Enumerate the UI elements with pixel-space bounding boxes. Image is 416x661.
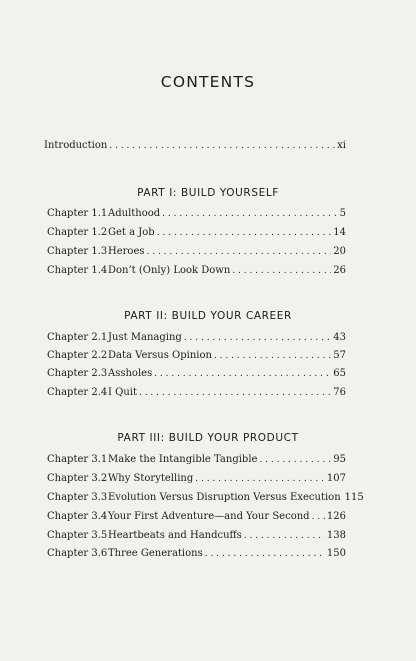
toc-entry-label: Your First Adventure—and Your Second [108,511,310,522]
toc-page-number: 150 [326,548,346,559]
toc-page-number: 65 [333,368,346,379]
chapter-number: Chapter 2.2 [47,350,108,361]
toc-entry[interactable] [0,453,416,467]
toc-entry-label: Get a Job [108,227,155,238]
toc-entry-label: Introduction [44,140,108,151]
toc-entry-introduction[interactable] [0,139,416,153]
toc-page-number: 26 [333,265,346,276]
toc-entry[interactable] [0,331,416,345]
dot-leader [244,529,325,543]
toc-entry-line [108,349,346,363]
toc-entry-line [108,529,346,543]
toc-entry-line [108,207,346,221]
toc-entry-label: Why Storytelling [108,473,194,484]
dot-leader [139,386,331,400]
toc-page-number: 20 [333,246,346,257]
toc-page-number: 95 [333,454,346,465]
chapter-number: Chapter 3.3 [47,492,108,503]
toc-entry[interactable] [0,226,416,240]
toc-entry-line [108,547,346,561]
toc-entry[interactable] [0,510,416,524]
toc-page-number: 76 [333,387,346,398]
chapter-number: Chapter 3.2 [47,473,108,484]
toc-entry-label: Three Generations [108,548,203,559]
dot-leader [162,207,337,221]
part-heading: PART III: BUILD YOUR PRODUCT [117,432,299,444]
toc-entry-line [108,510,346,524]
toc-entry-label: Don’t (Only) Look Down [108,265,231,276]
toc-entry-line [108,491,364,505]
dot-leader [205,547,325,561]
toc-page-number: 57 [333,350,346,361]
dot-leader [184,331,331,345]
toc-page-number: 138 [326,530,346,541]
toc-entry[interactable] [0,547,416,561]
toc-entry-label: Assholes [108,368,153,379]
toc-entry-label: Just Managing [108,332,182,343]
toc-entry-line [108,245,346,259]
dot-leader [232,264,331,278]
toc-entry[interactable] [0,245,416,259]
toc-entry-line [108,331,346,345]
toc-entry-line [108,226,346,240]
toc-entry-line [108,472,346,486]
chapter-number: Chapter 1.3 [47,246,108,257]
dot-leader [154,367,331,381]
chapter-number: Chapter 1.4 [47,265,108,276]
part-heading: PART II: BUILD YOUR CAREER [124,310,292,322]
toc-entry-label: Evolution Versus Disruption Versus Execution [108,492,341,503]
chapter-number: Chapter 1.2 [47,227,108,238]
toc-entry-label: Data Versus Opinion [108,350,212,361]
chapter-number: Chapter 3.4 [47,511,108,522]
part-heading: PART I: BUILD YOURSELF [137,187,279,199]
toc-page-number: 14 [333,227,346,238]
dot-leader [147,245,332,259]
toc-entry-label: I Quit [108,387,137,398]
chapter-number: Chapter 1.1 [47,208,108,219]
chapter-number: Chapter 3.1 [47,454,108,465]
toc-entry-line [108,453,346,467]
chapter-number: Chapter 3.6 [47,548,108,559]
chapter-number: Chapter 3.5 [47,530,108,541]
chapter-number: Chapter 2.3 [47,368,108,379]
toc-entry[interactable] [0,264,416,278]
toc-entry-label: Heartbeats and Handcuffs [108,530,242,541]
toc-page-number: 5 [339,208,346,219]
toc-entry[interactable] [0,207,416,221]
chapter-number: Chapter 2.4 [47,387,108,398]
toc-entry-line [108,264,346,278]
toc-page-number: 126 [326,511,346,522]
toc-entry-line [108,367,346,381]
toc-entry[interactable] [0,349,416,363]
toc-page-number: 115 [344,492,364,503]
toc-entry[interactable] [0,491,416,505]
toc-entry-label: Adulthood [108,208,161,219]
toc-page-number: 107 [326,473,346,484]
toc-entry[interactable] [0,386,416,400]
dot-leader [259,453,331,467]
toc-entry[interactable] [0,529,416,543]
toc-page-number: 43 [333,332,346,343]
chapter-number: Chapter 2.1 [47,332,108,343]
toc-entry-label: Make the Intangible Tangible [108,454,258,465]
dot-leader [195,472,325,486]
toc-entry[interactable] [0,472,416,486]
dot-leader [109,139,335,153]
dot-leader [312,510,325,524]
toc-entry[interactable] [0,367,416,381]
page-title: CONTENTS [160,73,256,91]
dot-leader [214,349,331,363]
toc-entry-line [108,386,346,400]
toc-page-number: xi [337,140,346,151]
toc-entry-label: Heroes [108,246,145,257]
toc-entry-line [44,139,346,153]
dot-leader [157,226,332,240]
